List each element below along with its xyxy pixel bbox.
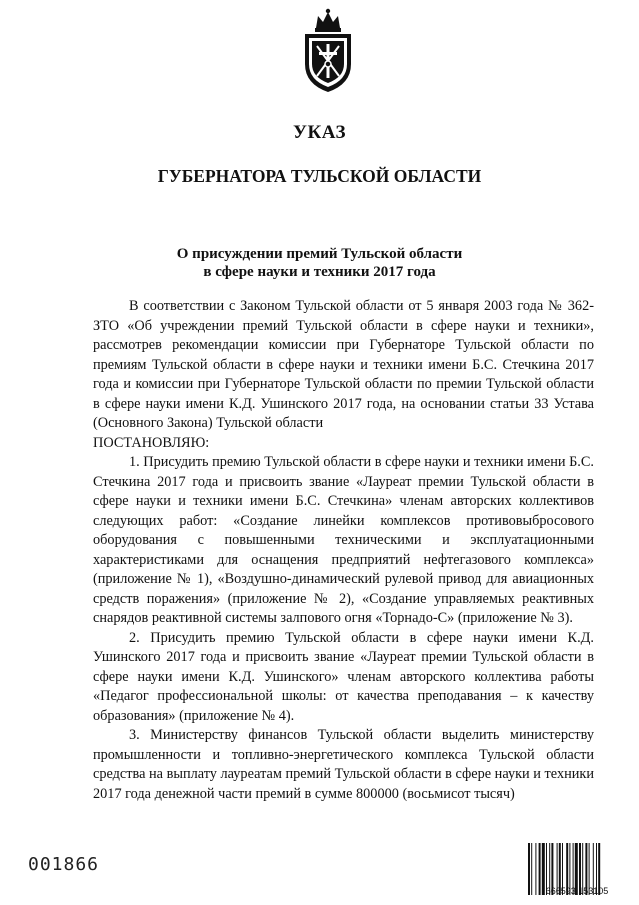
- decree-word: ПОСТАНОВЛЯЮ:: [93, 434, 210, 451]
- subject-line-1: О присуждении премий Тульской области: [176, 246, 463, 262]
- decree-issuer: ГУБЕРНАТОРА ТУЛЬСКОЙ ОБЛАСТИ: [157, 166, 482, 186]
- item-3-paragraph: 3. Министерству финансов Тульской области выделить министерству промышленности и топливно-энергетического комплекса Тульской области средства на выплату лауреатам премий Тульской области в сфере науки и техники 2017 года денежной части премий в сумме 800000 (восьмисот тысяч): [93, 727, 594, 802]
- decree-body: [93, 297, 594, 804]
- registration-number: 001866: [28, 854, 100, 875]
- decree-subject: [0, 245, 639, 281]
- decree-title: УКАЗ: [293, 122, 346, 143]
- barcode-number: 666593 153105: [545, 886, 609, 896]
- preamble-paragraph: В соответствии с Законом Тульской области от 5 января 2003 года № 362-ЗТО «Об учреждении премий Тульской области в сфере науки и техники», рассмотрев рекомендации комиссии при Губернаторе Тульской области по премиям Тульской области в сфере науки и техники имени Б.С. Стечкина 2017 года и комиссии при Губернаторе Тульской области по премии Тульской области в сфере науки имени К.Д. Ушинского 2017 года, на основании статьи 33 Устава (Основного Закона) Тульской области: [93, 298, 594, 431]
- coat-of-arms-icon: [299, 6, 357, 94]
- item-1-paragraph: 1. Присудить премию Тульской области в сфере науки и техники имени Б.С. Стечкина 2017 года и присвоить звание «Лауреат премии Тульской области в сфере науки и техники имени Б.С. Стечкина» членам авторских коллективов следующих работ: «Создание линейки комплексов противовыбросового оборудования с повышенными техническими и эксплуатационными характеристиками для оснащения предприятий нефтегазового комплекса» (приложение № 1), «Воздушно-динамический рулевой привод для авиационных средств поражения» (приложение № 2), «Создание управляемых реактивных снарядов реактивной системы залпового огня «Торнадо-С» (приложение № 3).: [93, 454, 594, 626]
- item-2-paragraph: 2. Присудить премию Тульской области в сфере науки имени К.Д. Ушинского 2017 года и присвоить звание «Лауреат премии Тульской области в сфере науки имени К.Д. Ушинского» членам авторского коллектива работы «Педагог профессиональной школы: от качества преподавания – к качеству образования» (приложение № 4).: [93, 629, 594, 724]
- subject-line-2: в сфере науки и техники 2017 года: [203, 264, 436, 280]
